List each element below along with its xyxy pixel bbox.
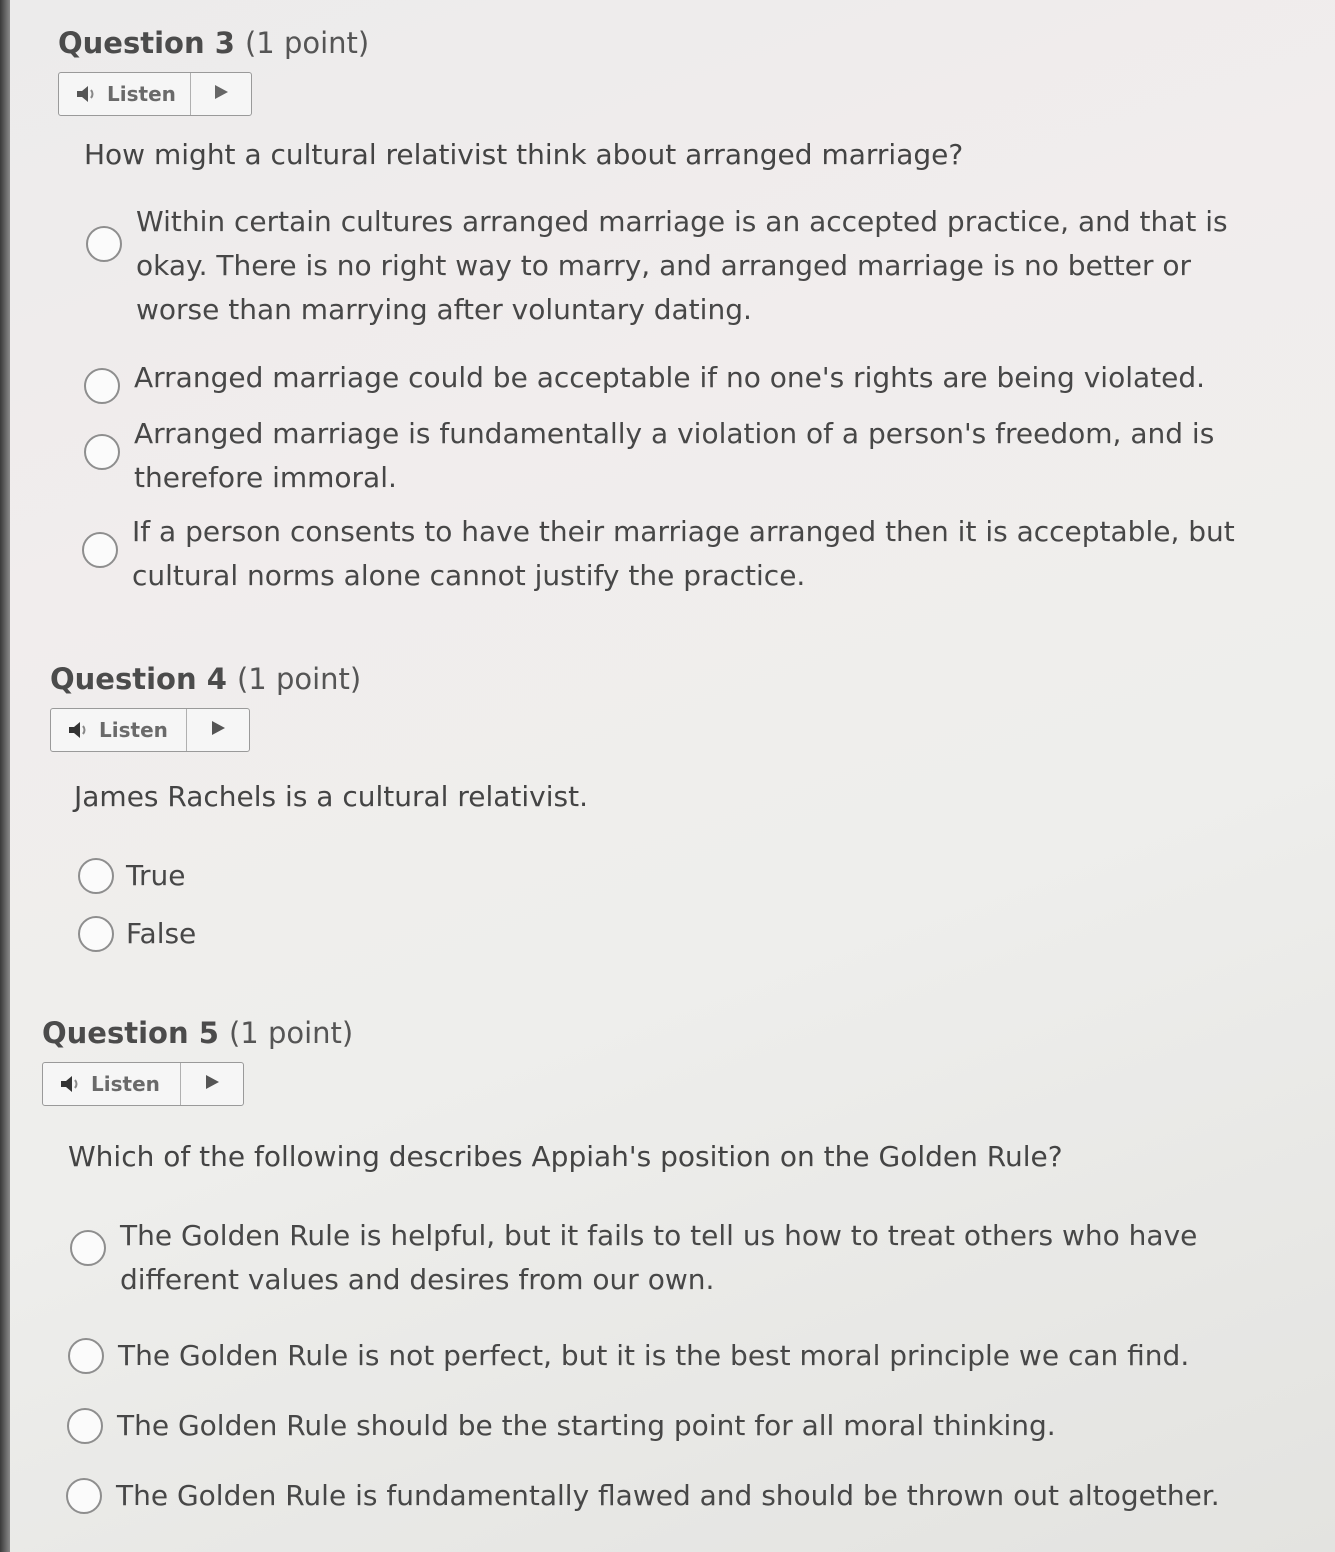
answer-option[interactable]: False	[78, 912, 196, 956]
listen-player	[42, 1062, 244, 1106]
answer-option[interactable]: The Golden Rule should be the starting point for all moral thinking.	[67, 1404, 1307, 1448]
question-prompt: How might a cultural relativist think about arranged marriage?	[84, 138, 964, 171]
radio-button[interactable]	[68, 1338, 104, 1374]
question-title: Question 4 (1 point)	[50, 662, 362, 696]
answer-option[interactable]: Within certain cultures arranged marriage is an accepted practice, and that is okay. There is no right way to marry, and arranged marriage is no better or worse than marrying after voluntary dating.	[86, 200, 1266, 332]
question-5	[42, 1016, 353, 1106]
radio-button[interactable]	[82, 532, 118, 568]
play-icon	[203, 1073, 221, 1095]
radio-button[interactable]	[70, 1230, 106, 1266]
play-icon	[212, 83, 230, 105]
answer-option[interactable]: Arranged marriage could be acceptable if no one's rights are being violated.	[84, 356, 1284, 404]
answer-option[interactable]: True	[78, 854, 185, 898]
listen-player	[58, 72, 252, 116]
radio-button[interactable]	[78, 916, 114, 952]
radio-button[interactable]	[86, 226, 122, 262]
listen-button[interactable]: Listen	[43, 1063, 181, 1105]
play-icon	[209, 719, 227, 741]
radio-button[interactable]	[67, 1408, 103, 1444]
answer-option[interactable]: The Golden Rule is helpful, but it fails to tell us how to treat others who have different values and desires from our own.	[70, 1214, 1270, 1302]
radio-button[interactable]	[66, 1478, 102, 1514]
question-title: Question 3 (1 point)	[58, 26, 370, 60]
speaker-icon	[67, 720, 91, 740]
question-prompt: Which of the following describes Appiah's position on the Golden Rule?	[68, 1140, 1063, 1173]
answer-option[interactable]: If a person consents to have their marriage arranged then it is acceptable, but cultural norms alone cannot justify the practice.	[82, 510, 1262, 598]
answer-option[interactable]: Arranged marriage is fundamentally a violation of a person's freedom, and is therefore immoral.	[84, 412, 1224, 500]
listen-button[interactable]: Listen	[59, 73, 191, 115]
radio-button[interactable]	[78, 858, 114, 894]
screen-edge	[0, 0, 10, 1552]
listen-button[interactable]: Listen	[51, 709, 187, 751]
speaker-icon	[75, 84, 99, 104]
play-button[interactable]	[191, 73, 251, 115]
speaker-icon	[59, 1074, 83, 1094]
question-4	[50, 662, 361, 752]
answer-option[interactable]: The Golden Rule is not perfect, but it is the best moral principle we can find.	[68, 1334, 1308, 1378]
radio-button[interactable]	[84, 434, 120, 470]
question-title: Question 5 (1 point)	[42, 1016, 354, 1050]
question-3	[58, 26, 369, 116]
answer-option[interactable]: The Golden Rule is fundamentally flawed and should be thrown out altogether.	[66, 1474, 1326, 1518]
radio-button[interactable]	[84, 368, 120, 404]
play-button[interactable]	[181, 1063, 243, 1105]
question-prompt: James Rachels is a cultural relativist.	[74, 780, 588, 813]
listen-player	[50, 708, 250, 752]
play-button[interactable]	[187, 709, 249, 751]
